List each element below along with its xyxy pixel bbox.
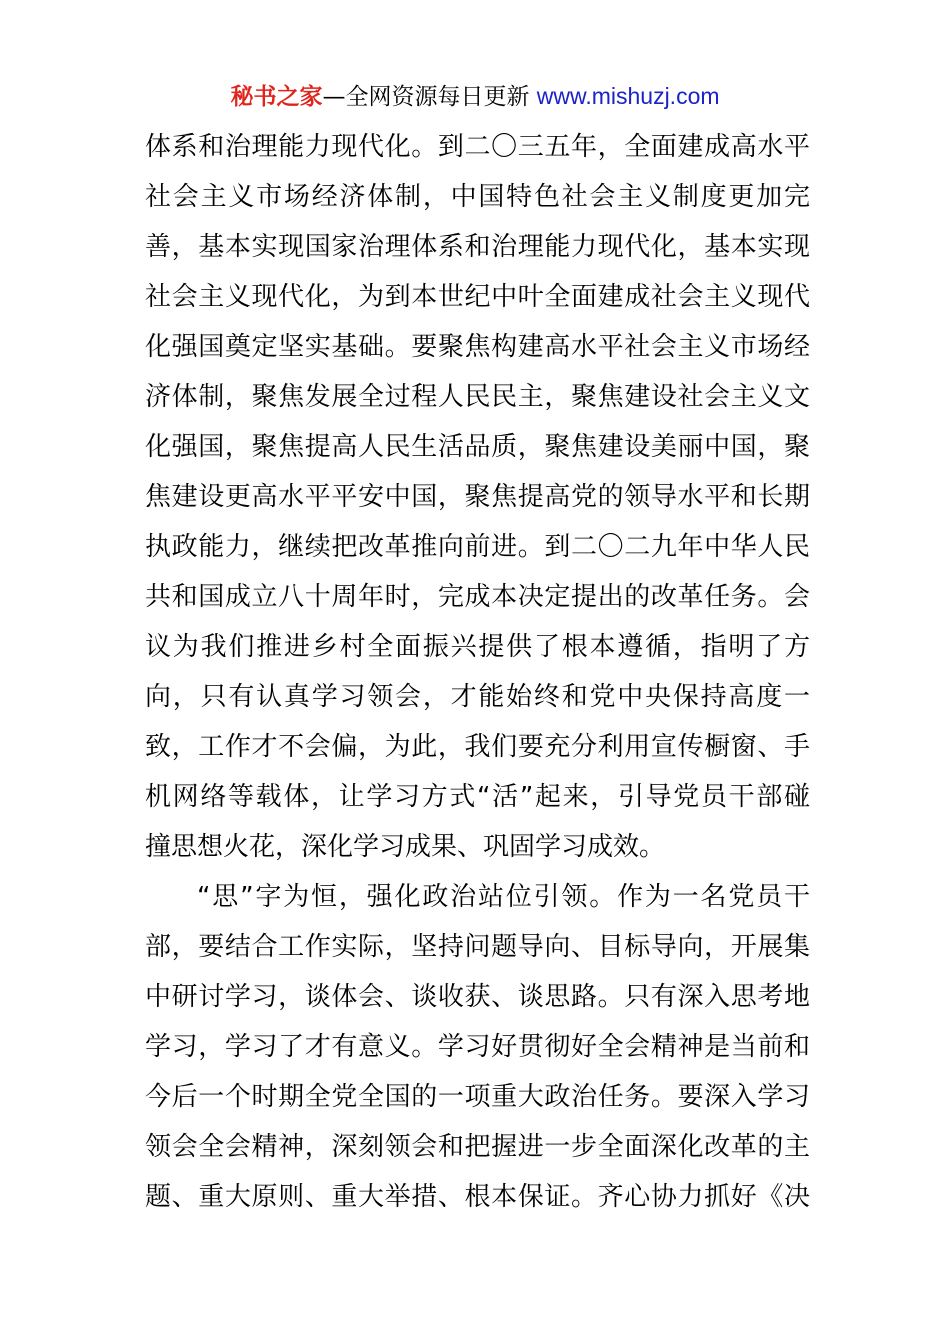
site-brand: 秘书之家 [230, 84, 323, 110]
text-line: 社会主义市场经济体制，中国特色社会主义制度更加完 [145, 182, 810, 212]
text-line: 议为我们推进乡村全面振兴提供了根本遵循，指明了方 [145, 632, 810, 662]
text-line: 共和国成立八十周年时，完成本决定提出的改革任务。会 [145, 582, 810, 612]
text-line: 化强国，聚焦提高人民生活品质，聚焦建设美丽中国，聚 [145, 432, 810, 462]
paragraph-si-heading [145, 872, 810, 1222]
document-body [145, 122, 810, 1222]
text-line: 机网络等载体，让学习方式“活”起来，引导党员干部碰 [145, 782, 810, 812]
text-line: 致，工作才不会偏，为此，我们要充分利用宣传橱窗、手 [145, 732, 810, 762]
site-tagline: —全网资源每日更新 [322, 84, 537, 110]
text-line: 体系和治理能力现代化。到二〇三五年，全面建成高水平 [145, 132, 810, 162]
text-line: 善，基本实现国家治理体系和治理能力现代化，基本实现 [145, 232, 810, 262]
text-line: 济体制，聚焦发展全过程人民民主，聚焦建设社会主义文 [145, 382, 810, 412]
text-line: 执政能力，继续把改革推向前进。到二〇二九年中华人民 [145, 532, 810, 562]
text-line: 社会主义现代化，为到本世纪中叶全面建成社会主义现代 [145, 282, 810, 312]
text-line: 部，要结合工作实际，坚持问题导向、目标导向，开展集 [145, 932, 810, 962]
paragraph-continuation [145, 122, 810, 872]
site-url-link[interactable]: www.mishuzj.com [536, 83, 720, 109]
text-line: 撞思想火花，深化学习成果、巩固学习成效。 [145, 832, 666, 862]
text-line: 向，只有认真学习领会，才能始终和党中央保持高度一 [145, 682, 810, 712]
text-line: 题、重大原则、重大举措、根本保证。齐心协力抓好《决 [145, 1182, 810, 1212]
text-line: 中研讨学习，谈体会、谈收获、谈思路。只有深入思考地 [145, 982, 810, 1012]
text-line: 化强国奠定坚实基础。要聚焦构建高水平社会主义市场经 [145, 332, 810, 362]
text-line: 今后一个时期全党全国的一项重大政治任务。要深入学习 [145, 1082, 810, 1112]
text-line: “思”字为恒，强化政治站位引领。作为一名党员干 [197, 882, 810, 912]
text-line: 学习，学习了才有意义。学习好贯彻好全会精神是当前和 [145, 1032, 810, 1062]
text-line: 焦建设更高水平平安中国，聚焦提高党的领导水平和长期 [145, 482, 810, 512]
site-header [0, 80, 950, 113]
text-line: 领会全会精神，深刻领会和把握进一步全面深化改革的主 [145, 1132, 810, 1162]
